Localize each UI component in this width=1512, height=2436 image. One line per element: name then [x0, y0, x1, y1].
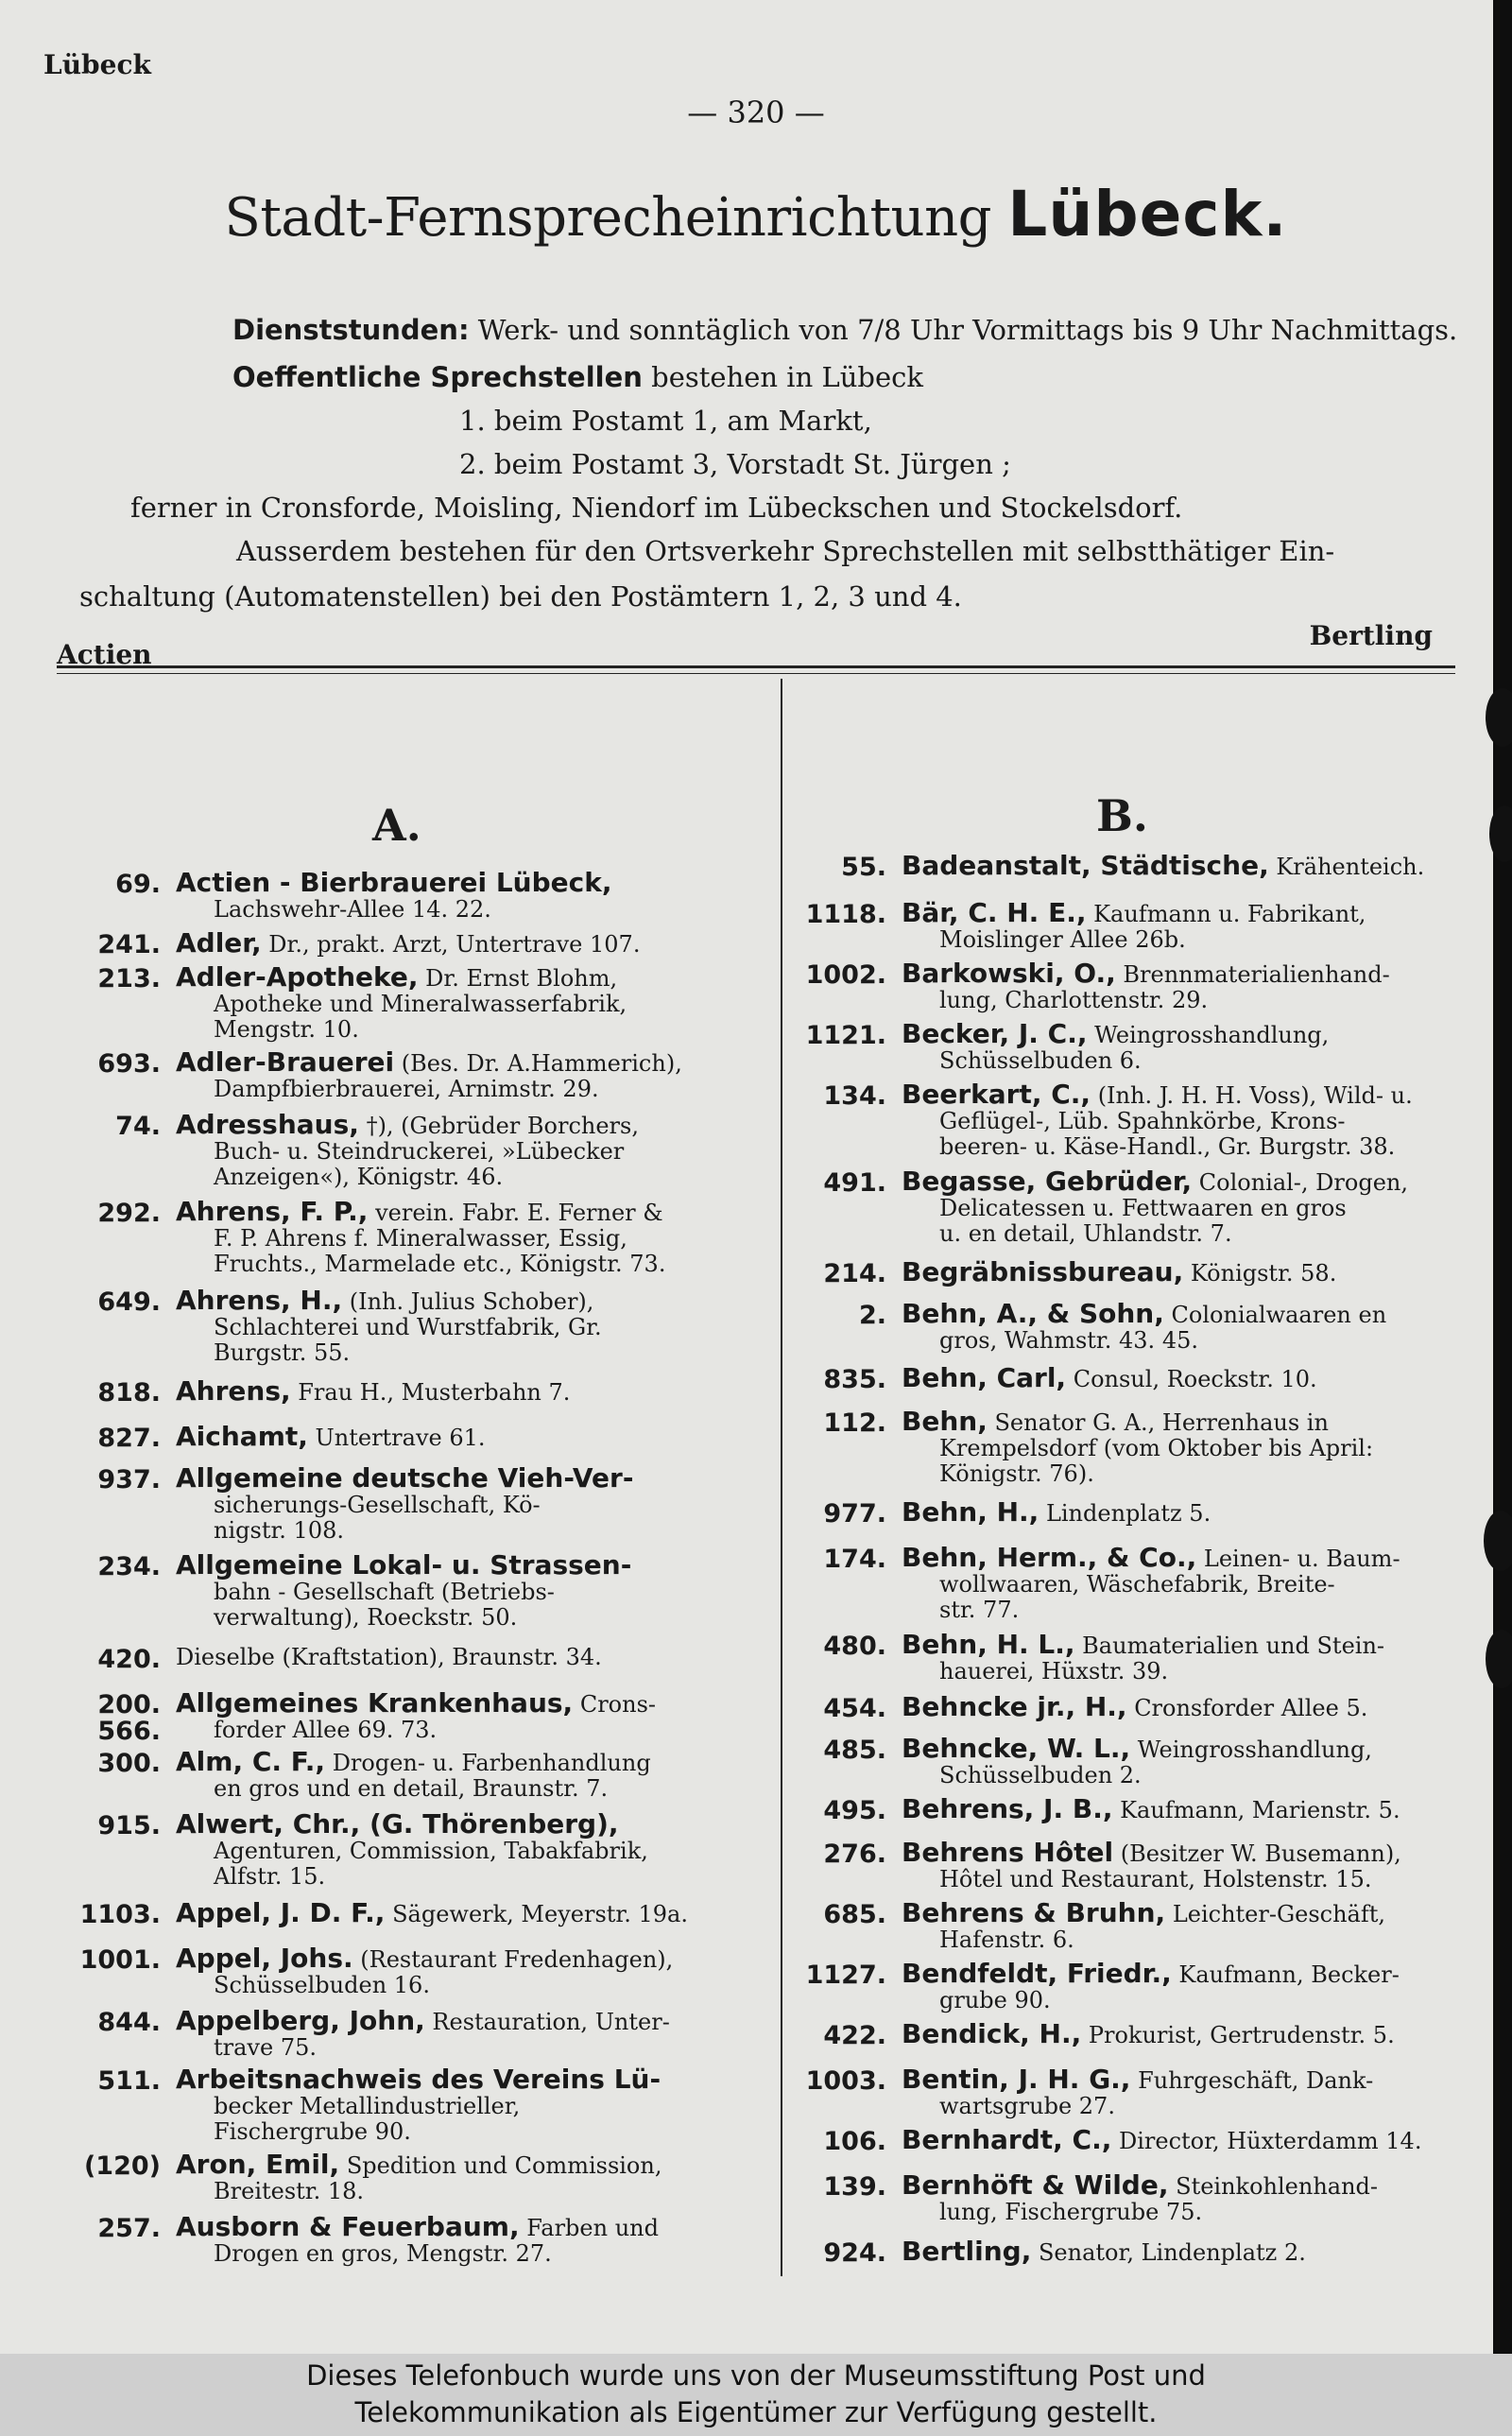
- entry-detail: Königstr. 76).: [939, 1460, 1094, 1487]
- entry-body: [902, 1298, 1459, 1354]
- entry-detail: (Inh. Julius Schober),: [349, 1288, 594, 1315]
- column-divider: [781, 679, 782, 2276]
- subscriber-name: Allgemeine Lokal- u. Strassen-: [176, 1549, 632, 1581]
- entry-detail: lung, Charlottenstr. 29.: [939, 987, 1209, 1013]
- phone-number: 827.: [97, 1424, 161, 1453]
- section-letter-a: A.: [372, 800, 421, 851]
- phone-number: 134.: [823, 1081, 886, 1111]
- footer-line-1: Dieses Telefonbuch wurde uns von der Museumsstiftung Post und: [306, 2359, 1206, 2392]
- phone-number: 915.: [97, 1811, 161, 1840]
- phone-number: 511.: [97, 2066, 161, 2096]
- phone-number: 55.: [841, 853, 886, 882]
- entry-detail: Colonial-, Drogen,: [1198, 1169, 1408, 1196]
- entry-detail: verein. Fabr. E. Ferner &: [375, 1200, 663, 1226]
- subscriber-name: Ahrens, F. P.,: [176, 1196, 369, 1227]
- scan-edge: [1493, 0, 1512, 2354]
- entry-body: [176, 927, 733, 959]
- entry-detail: Fuhrgeschäft, Dank-: [1138, 2067, 1374, 2094]
- entry-detail: Kaufmann, Becker-: [1178, 1961, 1400, 1988]
- entry-detail: Hafenstr. 6.: [939, 1926, 1074, 1953]
- entry-body: [176, 961, 733, 1043]
- entry-detail: Krempelsdorf (vom Oktober bis April:: [939, 1435, 1374, 1461]
- entry-body: [902, 1733, 1459, 1788]
- entry-detail: Burgstr. 55.: [214, 1339, 351, 1366]
- entry-detail: Spedition und Commission,: [346, 2152, 662, 2179]
- entry-body: [902, 960, 1459, 1013]
- entry-detail: Brennmaterialienhand-: [1123, 961, 1390, 988]
- entry-body: [176, 1746, 733, 1802]
- subscriber-name: Behn, H. L.,: [902, 1629, 1075, 1660]
- entry-detail: Lindenplatz 5.: [1045, 1500, 1211, 1527]
- entry-detail: †), (Gebrüder Borchers,: [366, 1113, 639, 1139]
- entry-detail: bahn - Gesellschaft (Betriebs-: [214, 1579, 555, 1605]
- station-item-2: 2. beim Postamt 3, Vorstadt St. Jürgen ;: [459, 448, 1011, 480]
- hours-label: Dienststunden:: [232, 314, 470, 346]
- subscriber-name: Adresshaus,: [176, 1109, 359, 1140]
- subscriber-name: Behn, Carl,: [902, 1362, 1067, 1393]
- title-city: Lübeck.: [1007, 178, 1288, 251]
- corner-first-entry: Actien: [57, 639, 152, 670]
- subscriber-name: Barkowski, O.,: [902, 958, 1116, 989]
- phone-number: 835.: [823, 1365, 886, 1394]
- entry-detail: Colonialwaaren en: [1171, 1302, 1387, 1328]
- entry-detail: Schüsselbuden 6.: [939, 1047, 1142, 1074]
- entry-body: [902, 1256, 1459, 1287]
- phone-number: 69.: [115, 870, 161, 899]
- subscriber-name: Allgemeines Krankenhaus,: [176, 1687, 574, 1719]
- entry-body: [902, 1018, 1459, 1074]
- binding-hole: [1486, 688, 1512, 747]
- entry-detail: Mengstr. 10.: [214, 1016, 359, 1043]
- subscriber-name: Adler-Brauerei: [176, 1046, 395, 1078]
- entry-detail: (Restaurant Fredenhagen),: [360, 1946, 674, 1973]
- phone-number: 174.: [823, 1545, 886, 1574]
- phone-number: 844.: [97, 2008, 161, 2037]
- entry-body: [902, 1793, 1459, 1824]
- entry-detail: Frau H., Musterbahn 7.: [298, 1379, 571, 1406]
- entry-detail: Moislinger Allee 26b.: [939, 926, 1186, 953]
- entry-detail: Schlachterei und Wurstfabrik, Gr.: [214, 1314, 602, 1340]
- subscriber-name: Bertling,: [902, 2236, 1032, 2267]
- entry-detail: verwaltung), Roeckstr. 50.: [214, 1604, 518, 1631]
- station-item-1: 1. beim Postamt 1, am Markt,: [459, 405, 872, 437]
- entry-detail: Weingrosshandlung,: [1094, 1022, 1330, 1048]
- entry-detail: Anzeigen«), Königstr. 46.: [214, 1164, 504, 1190]
- entry-detail: trave 75.: [214, 2034, 317, 2061]
- entry-detail: Buch- u. Steindruckerei, »Lübecker: [214, 1138, 625, 1165]
- entry-body: [902, 1362, 1459, 1393]
- entry-detail: wollwaaren, Wäschefabrik, Breite-: [939, 1571, 1335, 1598]
- entry-body: [902, 1081, 1459, 1160]
- entry-body: [902, 1629, 1459, 1684]
- entry-detail: hauerei, Hüxstr. 39.: [939, 1658, 1169, 1684]
- entry-body: [902, 2238, 1459, 2266]
- header-rule-thin: [57, 673, 1455, 674]
- entry-body: [176, 1109, 733, 1190]
- entry-detail: Drogen en gros, Mengstr. 27.: [214, 2240, 552, 2267]
- binding-hole: [1489, 805, 1512, 862]
- page-number: — 320 —: [687, 95, 825, 130]
- subscriber-name: Alm, C. F.,: [176, 1746, 326, 1777]
- entry-detail: Fischergrube 90.: [214, 2118, 411, 2145]
- phone-number: 139.: [823, 2172, 886, 2202]
- further-line: ferner in Cronsforde, Moisling, Niendorf im Lübeckschen und Stockelsdorf.: [130, 492, 1183, 524]
- public-label: Oeffentliche Sprechstellen: [232, 361, 643, 393]
- subscriber-name: Behn, A., & Sohn,: [902, 1298, 1164, 1329]
- entry-detail: u. en detail, Uhlandstr. 7.: [939, 1220, 1232, 1247]
- entry-detail: Dampfbierbrauerei, Arnimstr. 29.: [214, 1076, 599, 1102]
- subscriber-name: Aron, Emil,: [176, 2149, 340, 2180]
- entry-detail: Alfstr. 15.: [214, 1863, 326, 1890]
- entry-detail: (Bes. Dr. A.Hammerich),: [401, 1050, 682, 1077]
- entry-body: [176, 2151, 733, 2204]
- entry-body: [902, 1496, 1459, 1528]
- phone-number: 1118.: [805, 900, 886, 929]
- entry-detail: Baumaterialien und Stein-: [1082, 1633, 1385, 1659]
- entry-detail: forder Allee 69. 73.: [214, 1717, 438, 1743]
- entry-detail: Prokurist, Gertrudenstr. 5.: [1088, 2022, 1395, 2048]
- entry-body: [176, 1196, 733, 1277]
- subscriber-name: Begräbnissbureau,: [902, 1256, 1184, 1287]
- phone-number: 491.: [823, 1168, 886, 1198]
- entry-detail: Dieselbe (Kraftstation), Braunstr. 34.: [176, 1644, 602, 1670]
- entry-detail: Senator, Lindenplatz 2.: [1038, 2239, 1306, 2266]
- phone-number: 685.: [823, 1900, 886, 1929]
- hours-line: [232, 314, 1457, 346]
- section-letter-b: B.: [1096, 790, 1148, 841]
- phone-number: 693.: [97, 1049, 161, 1079]
- subscriber-name: Behncke, W. L.,: [902, 1733, 1131, 1764]
- entry-detail: Restauration, Unter-: [432, 2009, 670, 2035]
- phone-number: 1127.: [805, 1961, 886, 1990]
- entry-body: [902, 1958, 1459, 2013]
- subscriber-name: Badeanstalt, Städtische,: [902, 850, 1269, 881]
- subscriber-name: Appel, Johs.: [176, 1943, 353, 1974]
- subscriber-name: Bär, C. H. E.,: [902, 897, 1087, 928]
- subscriber-name: Behn, H.,: [902, 1496, 1040, 1528]
- subscriber-name: Beerkart, C.,: [902, 1079, 1091, 1110]
- phone-number: 977.: [823, 1499, 886, 1529]
- entry-body: [176, 1687, 733, 1743]
- public-text: bestehen in Lübeck: [651, 361, 923, 393]
- subscriber-name: Actien - Bierbrauerei Lübeck,: [176, 867, 612, 898]
- subscriber-name: Behrens Hôtel: [902, 1837, 1114, 1868]
- entry-body: [176, 1421, 733, 1452]
- entry-detail: Weingrosshandlung,: [1137, 1736, 1372, 1763]
- entry-body: [176, 1897, 733, 1928]
- entry-body: [176, 1549, 733, 1631]
- entry-detail: Cronsforder Allee 5.: [1134, 1695, 1368, 1721]
- subscriber-name: Bendfeldt, Friedr.,: [902, 1958, 1172, 1989]
- binding-hole: [1486, 1630, 1512, 1688]
- phone-number: (120): [83, 2151, 161, 2181]
- entry-detail: Kaufmann, Marienstr. 5.: [1120, 1797, 1400, 1823]
- phone-number: 200. 566.: [97, 1690, 161, 1746]
- subscriber-name: Ausborn & Feuerbaum,: [176, 2211, 520, 2242]
- page-title: [0, 178, 1512, 251]
- entry-body: [902, 1837, 1459, 1892]
- entry-detail: str. 77.: [939, 1597, 1020, 1623]
- binding-hole: [1484, 1511, 1512, 1571]
- entry-detail: wartsgrube 27.: [939, 2093, 1115, 2119]
- phone-number: 214.: [823, 1259, 886, 1288]
- entry-body: [176, 867, 733, 923]
- running-head: Lübeck: [43, 49, 151, 80]
- subscriber-name: Behncke jr., H.,: [902, 1691, 1127, 1722]
- subscriber-name: Appel, J. D. F.,: [176, 1897, 386, 1928]
- phone-number: 234.: [97, 1552, 161, 1581]
- entry-detail: Dr. Ernst Blohm,: [425, 965, 618, 992]
- entry-body: [902, 850, 1459, 881]
- entry-body: [902, 1408, 1459, 1487]
- entry-detail: (Besitzer W. Busemann),: [1120, 1840, 1401, 1867]
- entry-body: [902, 2018, 1459, 2049]
- subscriber-name: Adler-Apotheke,: [176, 961, 419, 993]
- entry-detail: Apotheke und Mineralwasserfabrik,: [214, 991, 627, 1017]
- phone-number: 1001.: [79, 1945, 161, 1975]
- entry-body: [902, 1897, 1459, 1953]
- subscriber-name: Becker, J. C.,: [902, 1018, 1088, 1049]
- footer-line-2: Telekommunikation als Eigentümer zur Verfügung gestellt.: [354, 2396, 1158, 2428]
- entry-detail: Fruchts., Marmelade etc., Königstr. 73.: [214, 1251, 666, 1277]
- corner-last-entry: Bertling: [1309, 620, 1433, 651]
- subscriber-name: Begasse, Gebrüder,: [902, 1166, 1193, 1197]
- entry-body: [176, 1375, 733, 1407]
- archive-footer: [0, 2354, 1512, 2436]
- public-line: [232, 361, 923, 393]
- entry-detail: Geflügel-, Lüb. Spahnkörbe, Krons-: [939, 1108, 1346, 1134]
- entry-body: [176, 1462, 733, 1544]
- entry-detail: Dr., prakt. Arzt, Untertrave 107.: [268, 931, 641, 958]
- phone-number: 74.: [115, 1112, 161, 1141]
- entry-body: [176, 2005, 733, 2061]
- phone-number: 495.: [823, 1796, 886, 1825]
- entry-body: [902, 2066, 1459, 2119]
- entry-detail: gros, Wahmstr. 43. 45.: [939, 1327, 1198, 1354]
- entry-body: [176, 2066, 733, 2145]
- entry-detail: Sägewerk, Meyerstr. 19a.: [392, 1901, 688, 1927]
- phone-number: 1002.: [805, 960, 886, 990]
- entry-body: [902, 1168, 1459, 1247]
- subscriber-name: Ahrens,: [176, 1375, 291, 1407]
- entry-detail: Königstr. 58.: [1190, 1260, 1337, 1287]
- entry-detail: Hôtel und Restaurant, Holstenstr. 15.: [939, 1866, 1372, 1892]
- phone-number: 241.: [97, 930, 161, 959]
- entry-body: [902, 1691, 1459, 1722]
- title-main: Stadt-Fernsprecheinrichtung: [224, 187, 991, 249]
- entry-detail: Kaufmann u. Fabrikant,: [1093, 901, 1366, 927]
- automat-line-1: Ausserdem bestehen für den Ortsverkehr Sprechstellen mit selbstthätiger Ein-: [236, 535, 1335, 567]
- entry-detail: Breitestr. 18.: [214, 2178, 365, 2204]
- subscriber-name: Bendick, H.,: [902, 2018, 1082, 2049]
- entry-detail: en gros und en detail, Braunstr. 7.: [214, 1775, 609, 1802]
- subscriber-name: Bernhöft & Wilde,: [902, 2169, 1169, 2201]
- phone-number: 257.: [97, 2214, 161, 2243]
- entry-detail: Schüsselbuden 2.: [939, 1762, 1142, 1788]
- entry-body: [176, 1808, 733, 1890]
- entry-detail: Leichter-Geschäft,: [1172, 1901, 1386, 1927]
- subscriber-name: Alwert, Chr., (G. Thörenberg),: [176, 1808, 619, 1840]
- phone-number: 485.: [823, 1736, 886, 1765]
- subscriber-name: Ahrens, H.,: [176, 1285, 343, 1316]
- subscriber-name: Bernhardt, C.,: [902, 2124, 1112, 2155]
- entry-detail: sicherungs-Gesellschaft, Kö-: [214, 1492, 541, 1518]
- phone-number: 292.: [97, 1199, 161, 1228]
- phone-number: 649.: [97, 1287, 161, 1317]
- phone-number: 106.: [823, 2127, 886, 2156]
- entry-body: [176, 1287, 733, 1366]
- entry-detail: Consul, Roeckstr. 10.: [1073, 1366, 1317, 1392]
- subscriber-name: Adler,: [176, 927, 262, 959]
- entry-detail: Drogen- u. Farbenhandlung: [332, 1750, 651, 1776]
- phone-number: 1103.: [79, 1900, 161, 1929]
- phone-number: 1121.: [805, 1021, 886, 1050]
- entry-body: [902, 2124, 1459, 2155]
- phone-number: 420.: [97, 1645, 161, 1674]
- subscriber-name: Behrens, J. B.,: [902, 1793, 1113, 1824]
- phone-number: 1003.: [805, 2066, 886, 2096]
- phone-number: 480.: [823, 1632, 886, 1661]
- entry-detail: Krähenteich.: [1276, 854, 1425, 880]
- entry-detail: grube 90.: [939, 1987, 1051, 2013]
- entry-detail: Untertrave 61.: [315, 1425, 486, 1451]
- entry-detail: Agenturen, Commission, Tabakfabrik,: [214, 1838, 648, 1864]
- subscriber-name: Allgemeine deutsche Vieh-Ver-: [176, 1462, 634, 1494]
- entry-body: [902, 1542, 1459, 1623]
- subscriber-name: Bentin, J. H. G.,: [902, 2064, 1131, 2095]
- entry-detail: Senator G. A., Herrenhaus in: [994, 1409, 1329, 1436]
- entry-detail: becker Metallindustrieller,: [214, 2093, 521, 2119]
- subscriber-name: Appelberg, John,: [176, 2005, 425, 2036]
- entry-detail: Director, Hüxterdamm 14.: [1119, 2128, 1422, 2154]
- subscriber-name: Arbeitsnachweis des Vereins Lü-: [176, 2064, 662, 2095]
- entry-detail: beeren- u. Käse-Handl., Gr. Burgstr. 38.: [939, 1133, 1396, 1160]
- entry-detail: Lachswehr-Allee 14. 22.: [214, 896, 491, 923]
- entry-detail: Crons-: [579, 1691, 657, 1718]
- phone-number: 454.: [823, 1694, 886, 1723]
- entry-detail: Farben und: [526, 2215, 659, 2241]
- entry-detail: (Inh. J. H. H. Voss), Wild- u.: [1097, 1082, 1413, 1109]
- phone-number: 422.: [823, 2021, 886, 2050]
- entry-detail: Steinkohlenhand-: [1176, 2173, 1379, 2200]
- hours-text: Werk- und sonntäglich von 7/8 Uhr Vormittags bis 9 Uhr Nachmittags.: [477, 314, 1458, 346]
- automat-line-2: schaltung (Automatenstellen) bei den Postämtern 1, 2, 3 und 4.: [79, 580, 962, 613]
- subscriber-name: Behn,: [902, 1406, 988, 1437]
- phone-number: 937.: [97, 1465, 161, 1494]
- entry-body: [176, 2211, 733, 2267]
- entry-body: [176, 1945, 733, 1998]
- entry-detail: Schüsselbuden 16.: [214, 1972, 430, 1998]
- header-rule: [57, 665, 1455, 668]
- subscriber-name: Behrens & Bruhn,: [902, 1897, 1166, 1928]
- entry-detail: Leinen- u. Baum-: [1203, 1546, 1400, 1572]
- phone-number: 818.: [97, 1378, 161, 1408]
- entry-body: [176, 1645, 733, 1670]
- phone-number: 112.: [823, 1408, 886, 1438]
- phone-number: 924.: [823, 2238, 886, 2268]
- subscriber-name: Aichamt,: [176, 1421, 308, 1452]
- phone-number: 300.: [97, 1749, 161, 1778]
- phone-number: 2.: [858, 1301, 886, 1330]
- entry-detail: F. P. Ahrens f. Mineralwasser, Essig,: [214, 1225, 627, 1252]
- subscriber-name: Behn, Herm., & Co.,: [902, 1542, 1197, 1573]
- entry-detail: nigstr. 108.: [214, 1517, 344, 1544]
- entry-body: [176, 1046, 733, 1102]
- entry-body: [902, 2169, 1459, 2225]
- entry-detail: Delicatessen u. Fettwaaren en gros: [939, 1195, 1347, 1221]
- phone-number: 213.: [97, 964, 161, 993]
- phone-number: 276.: [823, 1840, 886, 1869]
- entry-detail: lung, Fischergrube 75.: [939, 2199, 1203, 2225]
- entry-body: [902, 897, 1459, 953]
